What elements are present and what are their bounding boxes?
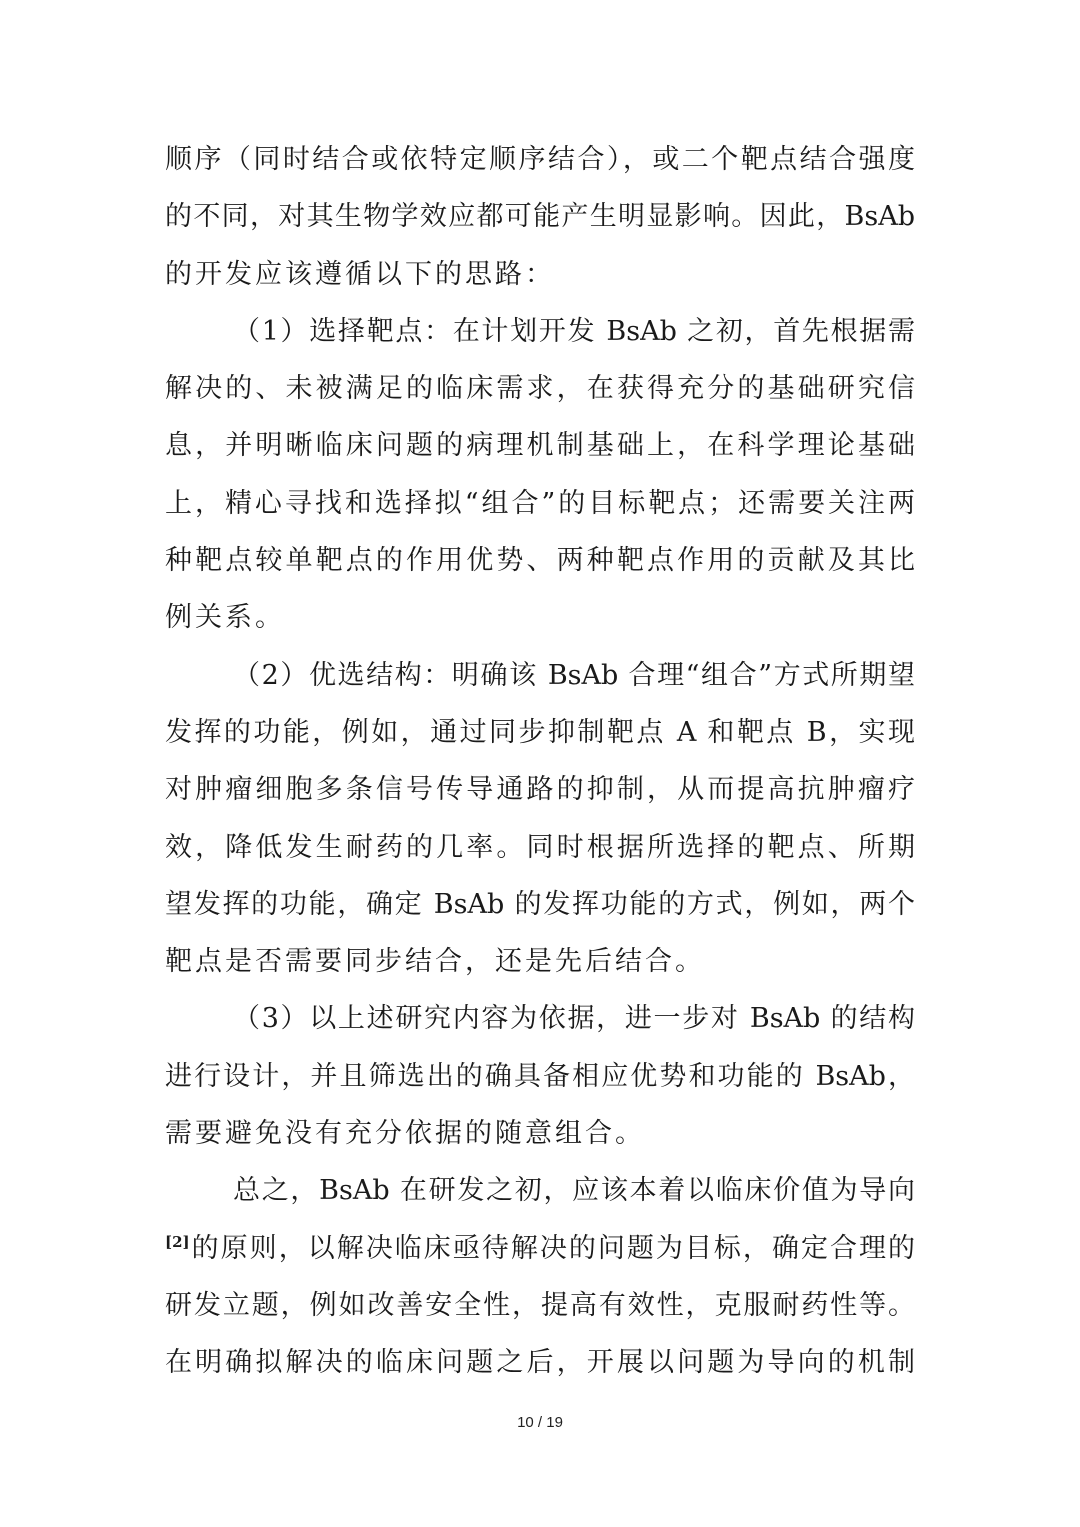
text-line: 例关系。 (165, 602, 285, 634)
text-line: 望发挥的功能，确定 BsAb 的发挥功能的方式，例如，两个 (165, 888, 915, 920)
page-number: 10 / 19 (517, 1414, 563, 1431)
citation-marker: [2] (165, 1232, 190, 1251)
text-line: 解决的、未被满足的临床需求，在获得充分的基础研究信 (165, 373, 915, 405)
text-line: （2）优选结构：明确该 BsAb 合理“组合”方式所期望 (233, 659, 915, 691)
text-line-with-citation (165, 1220, 915, 1277)
text-line: 息，并明晰临床问题的病理机制基础上，在科学理论基础 (165, 430, 915, 462)
text-line: 发挥的功能，例如，通过同步抑制靶点 A 和靶点 B，实现 (165, 716, 915, 748)
text-line: （3）以上述研究内容为依据，进一步对 BsAb 的结构 (233, 1003, 915, 1035)
text-line: （1）选择靶点：在计划开发 BsAb 之初，首先根据需 (233, 315, 915, 347)
text-line: 研发立题，例如改善安全性，提高有效性，克服耐药性等。 (165, 1289, 915, 1321)
text-line: 种靶点较单靶点的作用优势、两种靶点作用的贡献及其比 (165, 545, 915, 577)
body-text (165, 131, 915, 1392)
text-line: 上，精心寻找和选择拟“组合”的目标靶点；还需要关注两 (165, 487, 915, 519)
text-line: 的开发应该遵循以下的思路： (165, 258, 555, 290)
text-line: 需要避免没有充分依据的随意组合。 (165, 1118, 645, 1150)
text-line: 效，降低发生耐药的几率。同时根据所选择的靶点、所期 (165, 831, 915, 863)
text-line: 对肿瘤细胞多条信号传导通路的抑制，从而提高抗肿瘤疗 (165, 774, 915, 806)
text-line: 的不同，对其生物学效应都可能产生明显影响。因此，BsAb (165, 201, 915, 233)
text-line: 靶点是否需要同步结合，还是先后结合。 (165, 946, 705, 978)
text-line: 顺序（同时结合或依特定顺序结合），或二个靶点结合强度 (165, 144, 915, 175)
text-line: 在明确拟解决的临床问题之后，开展以问题为导向的机制 (165, 1347, 915, 1379)
text-line-content: 的原则，以解决临床亟待解决的问题为目标，确定合理的 (189, 1232, 915, 1264)
text-line: 进行设计，并且筛选出的确具备相应优势和功能的 BsAb， (165, 1060, 915, 1092)
text-line: 总之，BsAb 在研发之初，应该本着以临床价值为导向 (233, 1175, 915, 1207)
